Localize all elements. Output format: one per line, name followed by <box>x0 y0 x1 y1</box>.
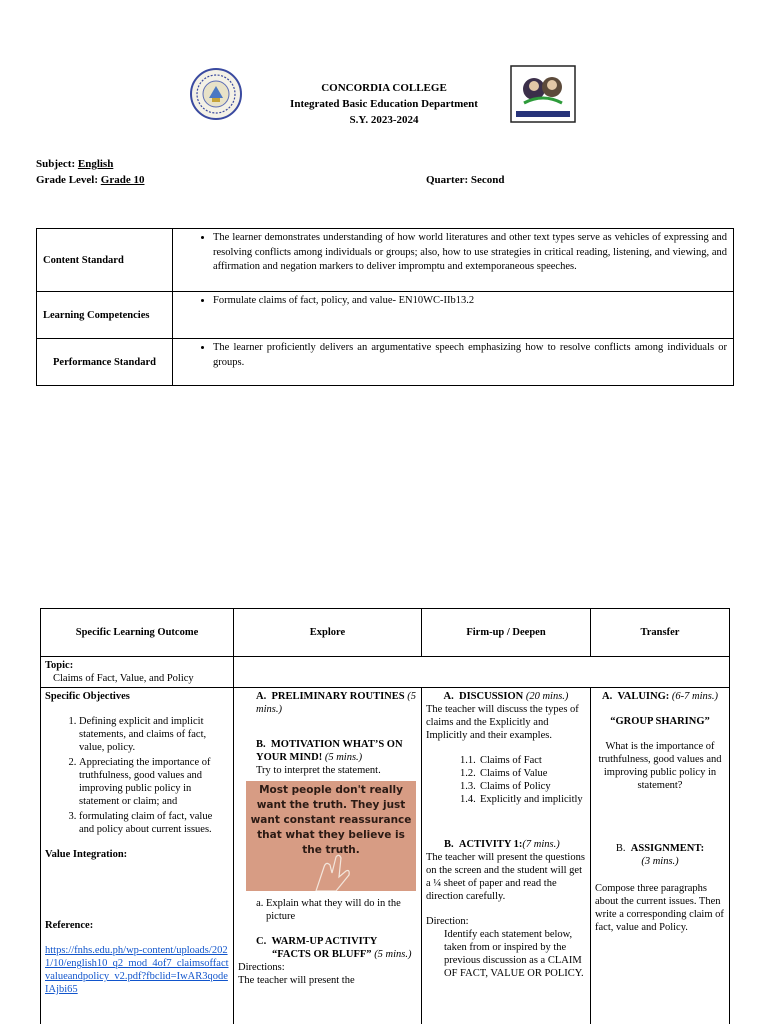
standard-label: Performance Standard <box>37 339 173 386</box>
quarter-line: Quarter: Second <box>426 174 505 186</box>
claims-item: 1.2. Claims of Value <box>460 768 548 779</box>
content-row <box>41 688 730 1024</box>
standard-text: • Formulate claims of fact, policy, and value- EN10WC-IIb13.2 <box>213 294 727 309</box>
activity-section: B. ACTIVITY 1:(7 mins.) <box>444 839 560 850</box>
topic-label: Topic: <box>45 660 74 671</box>
grade-line: Grade Level: Grade 10 <box>36 174 145 186</box>
header-explore: Explore <box>234 609 422 657</box>
objectives-title: Specific Objectives <box>45 691 130 702</box>
department-name: Integrated Basic Education Department <box>290 98 478 110</box>
claims-item: 1.3. Claims of Policy <box>460 781 551 792</box>
claims-list <box>426 754 586 806</box>
explore-sublist <box>238 897 417 923</box>
header-outcome: Specific Learning Outcome <box>41 609 234 657</box>
group-sharing-title: “GROUP SHARING” <box>610 716 710 727</box>
topic-text: Claims of Fact, Value, and Policy <box>53 673 194 684</box>
warmup-directions-text: The teacher will present the <box>238 975 355 986</box>
claims-item: 1.1. Claims of Fact <box>460 755 542 766</box>
standard-label: Content Standard <box>37 229 173 292</box>
discussion-text: The teacher will discuss the types of claims and the Explicitly and Implicitly and their examples. <box>426 704 579 741</box>
lesson-plan-table <box>40 608 730 1024</box>
direction-label: Direction: <box>426 916 469 927</box>
outcome-cell <box>41 688 234 1024</box>
header-firmup: Firm-up / Deepen <box>422 609 591 657</box>
explore-cell <box>234 688 422 1024</box>
reference-title: Reference: <box>45 920 94 931</box>
direction-text: Identify each statement below, taken from or inspired by the previous discussion as a CLAIM OF FACT, VALUE OR POLICY. <box>444 929 584 979</box>
transfer-cell <box>591 688 730 1024</box>
standard-text: • The learner proficiently delivers an argumentative speech emphasizing how to resolve conflicts among individuals or groups. <box>213 341 727 370</box>
standard-label: Learning Competencies <box>37 292 173 339</box>
assignment-text: Compose three paragraphs about the current issues. Then write a corresponding claim of fact, value and Policy. <box>595 883 724 933</box>
grade-value: Grade 10 <box>100 174 145 186</box>
explore-subitem: a. Explain what they will do in the picture <box>266 897 417 923</box>
school-year: S.Y. 2023-2024 <box>349 114 419 126</box>
school-name: CONCORDIA COLLEGE <box>321 82 447 94</box>
document-header <box>250 80 518 128</box>
subject-value: English <box>77 158 114 170</box>
claims-item: 1.4. Explicitly and implicitly <box>460 794 583 805</box>
standards-row <box>37 339 734 386</box>
objective-item: 2. Appreciating the importance of truthfulness, good values and improving public policy in statement or claim; and <box>79 756 229 808</box>
objective-item: 3. formulating claim of fact, value and policy about current issues. <box>79 810 229 836</box>
motivation-section: B. MOTIVATION WHAT’S ON YOUR MIND! (5 mins.) <box>256 739 403 763</box>
reference-link[interactable]: https://fnhs.edu.ph/wp-content/uploads/2021/10/english10_q2_mod_4of7_claimsoffactvalueandpolicy_v2.pdf?fbclid=IwAR3qodeIAjbi65 <box>45 945 229 995</box>
quarter-value: Second <box>470 174 505 186</box>
hand-illustration-icon <box>306 851 356 891</box>
warmup-section: C. WARM-UP ACTIVITY “FACTS OR BLUFF” (5 mins.) <box>256 936 412 960</box>
lesson-header-row <box>41 609 730 657</box>
standards-row <box>37 229 734 292</box>
activity-text: The teacher will present the questions on the screen and the student will get a ¼ sheet of paper and read the direction carefully. <box>426 852 585 902</box>
subject-line: Subject: English <box>36 158 114 170</box>
warmup-directions-label: Directions: <box>238 962 285 973</box>
poster-quote: Most people don't really want the truth. They just want constant reassurance that what they believe is the truth. <box>250 784 412 856</box>
standard-text: • The learner demonstrates understanding of how world literatures and other text types serve as vehicles of expressing and resolving conflicts among individuals or groups; also, how to use strategies in critical reading, listening, and viewing, and affirmation and negation markers to deliver impromptu and extemporaneous speeches. <box>213 231 727 275</box>
objectives-list <box>45 715 229 836</box>
standards-row <box>37 292 734 339</box>
standards-table <box>36 228 734 386</box>
assignment-section: B. ASSIGNMENT: (3 mins.) <box>615 843 705 867</box>
school-seal-logo <box>190 68 242 120</box>
quote-poster-image <box>246 781 416 891</box>
motivation-instruction: Try to interpret the statement. <box>256 765 381 776</box>
preliminary-section: A. PRELIMINARY ROUTINES (5 mins.) <box>256 691 416 715</box>
objective-item: 1. Defining explicit and implicit statements, and claims of fact, value, policy. <box>79 715 229 754</box>
department-logo <box>510 65 576 123</box>
firmup-cell <box>422 688 591 1024</box>
header-transfer: Transfer <box>591 609 730 657</box>
valuing-section: A. VALUING: (6-7 mins.) <box>602 691 718 702</box>
valuing-question: What is the importance of truthfulness, good values and improving public policy in statement? <box>598 741 722 791</box>
topic-row <box>41 657 730 688</box>
value-integration-label: Value Integration: <box>45 849 128 860</box>
discussion-section: A. DISCUSSION (20 mins.) <box>443 691 569 702</box>
